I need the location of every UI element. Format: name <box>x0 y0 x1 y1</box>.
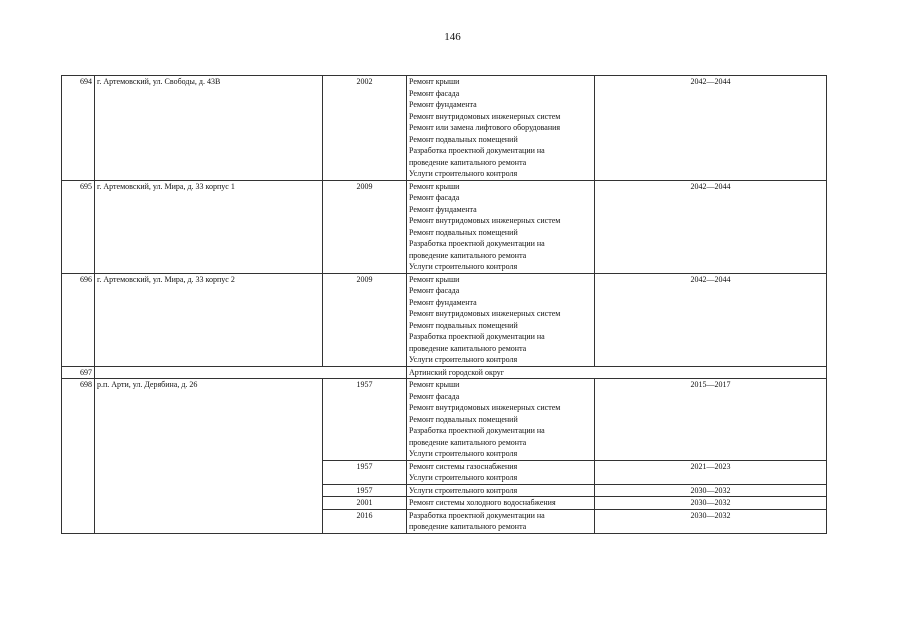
work-item: проведение капитального ремонта <box>409 437 527 447</box>
works-cell <box>407 379 595 461</box>
capital-repair-table <box>61 75 827 534</box>
work-item: Услуги строительного контроля <box>409 485 518 495</box>
row-number: 694 <box>62 76 95 181</box>
work-item: Разработка проектной документации на <box>409 239 545 248</box>
table-row <box>62 379 827 461</box>
work-item: Ремонт фундамента <box>409 297 477 307</box>
works-cell <box>407 484 595 497</box>
work-item: Услуги строительного контроля <box>409 449 518 458</box>
works-cell <box>407 273 595 366</box>
row-number: 696 <box>62 273 95 366</box>
work-item: Ремонт крыши <box>409 380 460 389</box>
work-item: Ремонт подвальных помещений <box>409 414 518 424</box>
work-item: проведение капитального ремонта <box>409 157 527 167</box>
address-cell: р.п. Арти, ул. Дерябина, д. 26 <box>95 379 323 534</box>
works-cell <box>407 497 595 510</box>
period-cell: 2030—2032 <box>595 509 827 533</box>
work-item: Разработка проектной документации на <box>409 332 545 341</box>
work-item: Ремонт подвальных помещений <box>409 320 518 330</box>
district-name: Артинский городской округ <box>407 366 827 379</box>
work-item: Ремонт фундамента <box>409 100 477 109</box>
work-item: Услуги строительного контроля <box>409 355 518 364</box>
work-item: Ремонт внутридомовых инженерных систем <box>409 403 561 412</box>
year-cell: 1957 <box>323 460 407 484</box>
work-item: проведение капитального ремонта <box>409 522 527 531</box>
row-number: 698 <box>62 379 95 534</box>
works-cell <box>407 460 595 484</box>
works-cell <box>407 180 595 273</box>
period-cell: 2015—2017 <box>595 379 827 461</box>
work-item: Услуги строительного контроля <box>409 169 518 178</box>
work-item: Разработка проектной документации на <box>409 510 545 520</box>
page-number: 146 <box>444 31 461 43</box>
work-item: Разработка проектной документации на <box>409 146 545 155</box>
row-number: 695 <box>62 180 95 273</box>
period-cell: 2030—2032 <box>595 484 827 497</box>
table-row <box>62 76 827 181</box>
work-item: проведение капитального ремонта <box>409 250 527 260</box>
work-item: Ремонт фасада <box>409 88 460 98</box>
works-cell <box>407 76 595 181</box>
work-item: Ремонт крыши <box>409 77 460 86</box>
year-cell: 2001 <box>323 497 407 510</box>
table-row <box>62 180 827 273</box>
work-item: Ремонт подвальных помещений <box>409 227 518 237</box>
work-item: Ремонт внутридомовых инженерных систем <box>409 309 561 318</box>
work-item: Ремонт системы холодного водоснабжения <box>409 498 556 507</box>
period-cell: 2042—2044 <box>595 180 827 273</box>
row-number: 697 <box>62 366 95 379</box>
work-item: Ремонт внутридомовых инженерных систем <box>409 216 561 225</box>
work-item: Ремонт крыши <box>409 181 460 191</box>
work-item: Ремонт внутридомовых инженерных систем <box>409 111 561 121</box>
year-cell: 1957 <box>323 484 407 497</box>
period-cell: 2042—2044 <box>595 76 827 181</box>
address-cell: г. Артемовский, ул. Мира, д. 33 корпус 2 <box>95 273 323 366</box>
address-cell: г. Артемовский, ул. Мира, д. 33 корпус 1 <box>95 180 323 273</box>
work-item: Ремонт системы газоснабжения <box>409 461 518 471</box>
work-item: Ремонт фасада <box>409 193 460 202</box>
year-cell: 2002 <box>323 76 407 181</box>
work-item: Ремонт фасада <box>409 286 460 295</box>
address-cell: г. Артемовский, ул. Свободы, д. 43В <box>95 76 323 181</box>
district-row <box>62 366 827 379</box>
year-cell: 2009 <box>323 180 407 273</box>
work-item: Ремонт подвальных помещений <box>409 134 518 144</box>
work-item: Ремонт или замена лифтового оборудования <box>409 123 561 132</box>
year-cell: 2016 <box>323 509 407 533</box>
table-row <box>62 273 827 366</box>
period-cell: 2030—2032 <box>595 497 827 510</box>
work-item: проведение капитального ремонта <box>409 343 527 353</box>
work-item: Ремонт фасада <box>409 391 460 401</box>
work-item: Ремонт крыши <box>409 274 460 284</box>
work-item: Услуги строительного контроля <box>409 262 518 271</box>
work-item: Ремонт фундамента <box>409 204 477 214</box>
period-cell: 2042—2044 <box>595 273 827 366</box>
work-item: Услуги строительного контроля <box>409 473 518 482</box>
year-cell: 2009 <box>323 273 407 366</box>
period-cell: 2021—2023 <box>595 460 827 484</box>
work-item: Разработка проектной документации на <box>409 426 545 435</box>
empty-cell <box>95 366 407 379</box>
works-cell <box>407 509 595 533</box>
year-cell: 1957 <box>323 379 407 461</box>
